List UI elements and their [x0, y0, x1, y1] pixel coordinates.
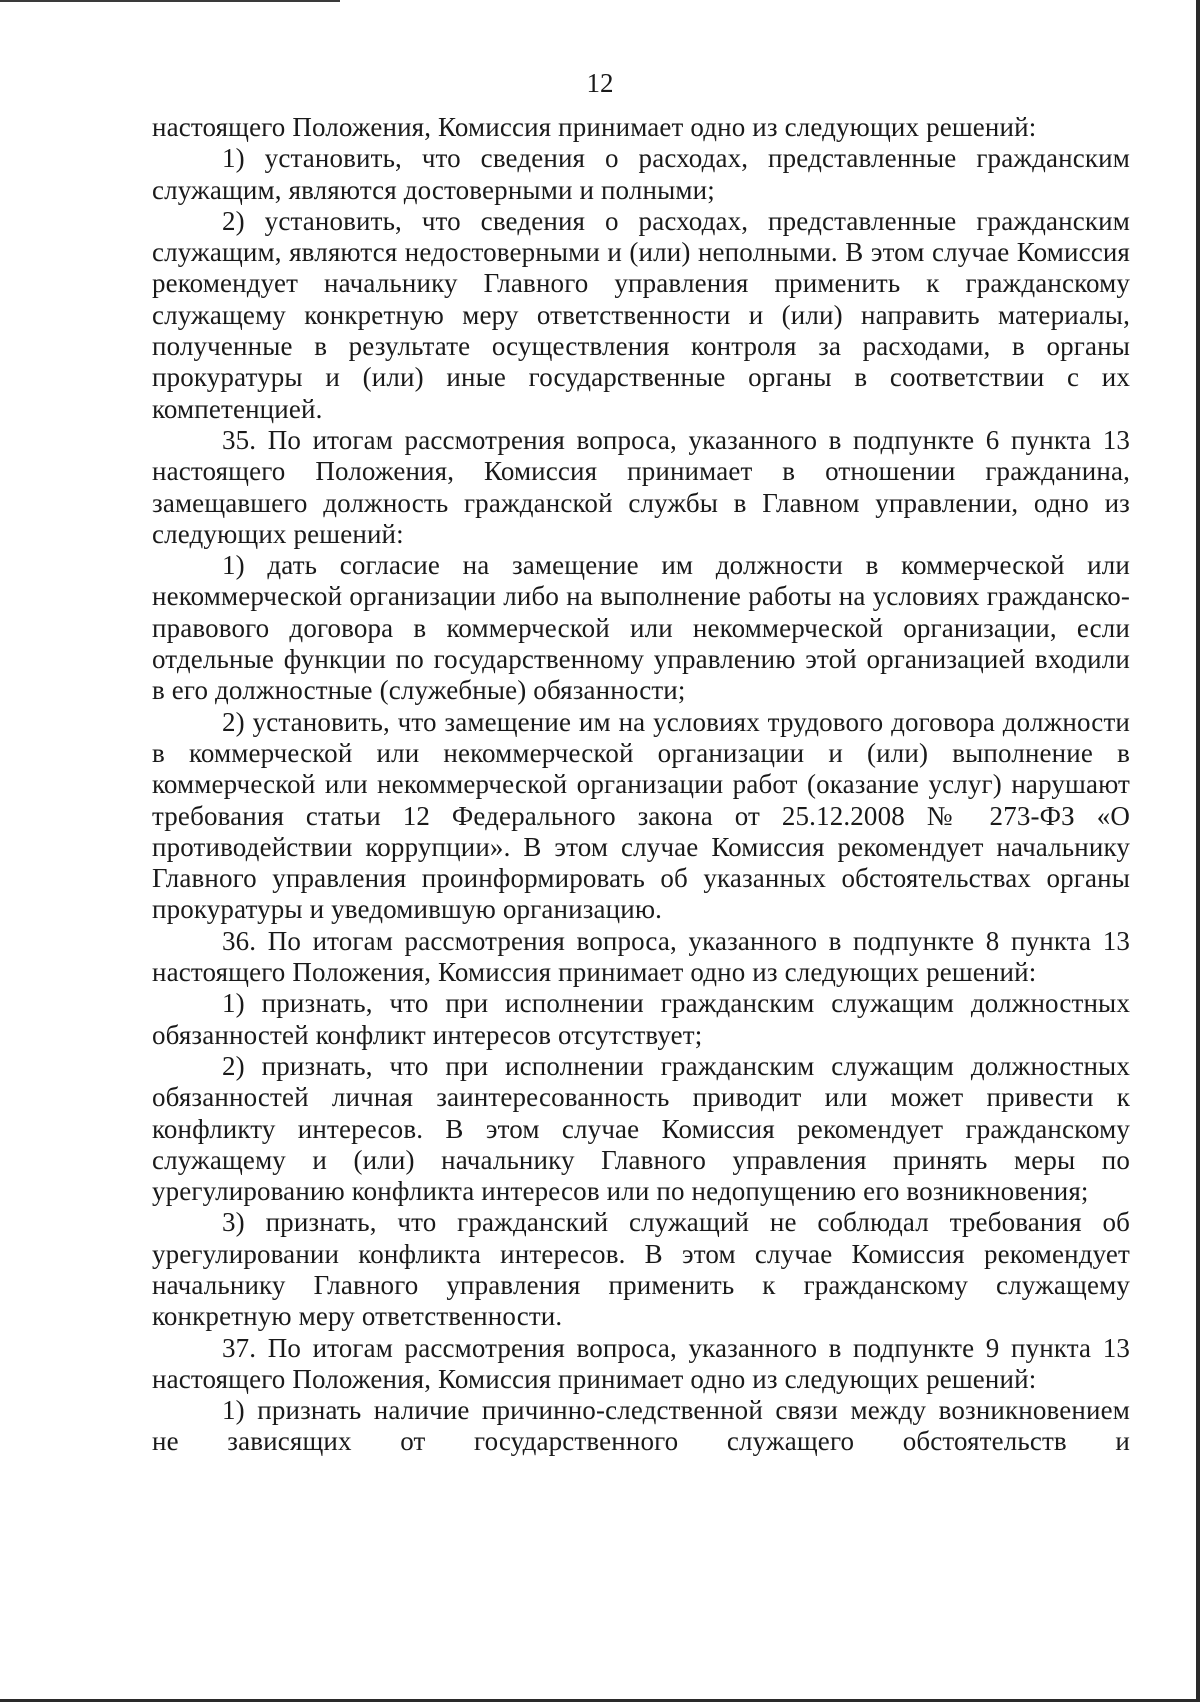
paragraph-34-item-2: 2) установить, что сведения о расходах, представленные гражданским служащим, являются недостоверными и (или) неполными. В этом случае Комиссия рекомендует начальнику Главного управления применить к гражданскому служащему конкретную меру ответственности и (или) направить материалы, полученные в результате осуществления контроля за расходами, в органы прокуратуры и (или) иные государственные органы в соответствии с их компетенцией.	[152, 205, 1130, 424]
paragraph-35-item-1: 1) дать согласие на замещение им должности в коммерческой или некоммерческой организации либо на выполнение работы на условиях гражданско-правового договора в коммерческой или некоммерческой организации, если отдельные функции по государственному управлению этой организацией входили в его должностные (служебные) обязанности;	[152, 550, 1130, 706]
page-number: 12	[586, 68, 614, 98]
paragraph-37: 37. По итогам рассмотрения вопроса, указанного в подпункте 9 пункта 13 настоящего Положения, Комиссия принимает одно из следующих решений:	[152, 1332, 1130, 1394]
paragraph-36-item-1: 1) признать, что при исполнении гражданским служащим должностных обязанностей конфликт интересов отсутствует;	[152, 988, 1130, 1050]
scan-edge-right	[1196, 0, 1200, 1702]
paragraph-36-item-2: 2) признать, что при исполнении гражданским служащим должностных обязанностей личная заинтересованность приводит или может привести к конфликту интересов. В этом случае Комиссия рекомендует гражданскому служащему и (или) начальнику Главного управления принять меры по урегулированию конфликта интересов или по недопущению его возникновения;	[152, 1050, 1130, 1207]
paragraph-35-item-2: 2) установить, что замещение им на условиях трудового договора должности в коммерческой или некоммерческой организации и (или) выполнение в коммерческой или некоммерческой организации работ (оказание услуг) нарушают требования статьи 12 Федерального закона от 25.12.2008 № 273-ФЗ «О противодействии коррупции». В этом случае Комиссия рекомендует начальнику Главного управления проинформировать об указанных обстоятельствах органы прокуратуры и уведомившую организацию.	[152, 706, 1130, 925]
paragraph-35: 35. По итогам рассмотрения вопроса, указанного в подпункте 6 пункта 13 настоящего Положения, Комиссия принимает в отношении гражданина, замещавшего должность гражданской службы в Главном управлении, одно из следующих решений:	[152, 424, 1130, 549]
paragraph-37-item-1: 1) признать наличие причинно-следственной связи между возникновением не зависящих от государственного служащего обстоятельств и	[152, 1395, 1130, 1457]
paragraph-36: 36. По итогам рассмотрения вопроса, указанного в подпункте 8 пункта 13 настоящего Положения, Комиссия принимает одно из следующих решений:	[152, 925, 1130, 988]
scan-edge-top	[0, 0, 340, 2]
paragraph-34-item-1: 1) установить, что сведения о расходах, представленные гражданским служащим, являются достоверными и полными;	[152, 143, 1130, 205]
document-body	[152, 112, 1130, 1458]
paragraph-intro: настоящего Положения, Комиссия принимает одно из следующих решений:	[152, 112, 1037, 142]
paragraph-36-item-3: 3) признать, что гражданский служащий не соблюдал требования об урегулировании конфликта интересов. В этом случае Комиссия рекомендует начальнику Главного управления применить к гражданскому служащему конкретную меру ответственности.	[152, 1207, 1130, 1332]
